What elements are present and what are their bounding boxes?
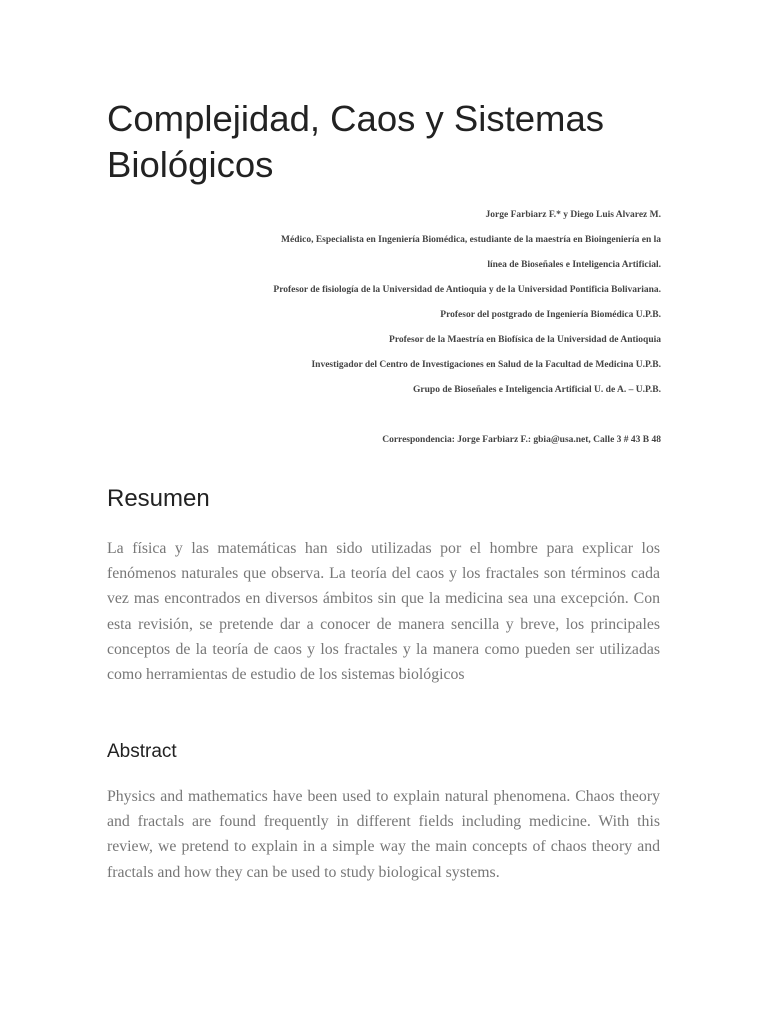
- affiliation-line: línea de Bioseñales e Inteligencia Artificial.: [487, 260, 661, 270]
- affiliation-line: Médico, Especialista en Ingeniería Biomédica, estudiante de la maestría en Bioingeniería en la: [281, 235, 661, 245]
- abstract-paragraph: Physics and mathematics have been used to explain natural phenomena. Chaos theory and fractals are found frequently in different fields including medicine. With this review, we pretend to explain in a simple way the main concepts of chaos theory and fractals and how they can be used to study biological systems.: [107, 788, 660, 881]
- affiliation-line: Profesor del postgrado de Ingeniería Biomédica U.P.B.: [440, 310, 661, 320]
- affiliation-line: Profesor de la Maestría en Biofísica de la Universidad de Antioquia: [389, 335, 661, 345]
- authors-line: Jorge Farbiarz F.* y Diego Luis Alvarez M.: [485, 210, 661, 220]
- document-title: [107, 96, 687, 188]
- affiliation-line: Investigador del Centro de Investigaciones en Salud de la Facultad de Medicina U.P.B.: [311, 360, 661, 370]
- resumen-heading: Resumen: [107, 485, 210, 512]
- affiliation-line: Profesor de fisiología de la Universidad de Antioquia y de la Universidad Pontificia Bolivariana.: [273, 285, 661, 295]
- resumen-paragraph: La física y las matemáticas han sido utilizadas por el hombre para explicar los fenómenos naturales que observa. La teoría del caos y los fractales son términos cada vez mas encontrados en diversos ámbitos sin que la medicina sea una excepción. Con esta revisión, se pretende dar a conocer de manera sencilla y breve, los principales conceptos de la teoría de caos y los fractales y la manera como pueden ser utilizadas como herramientas de estudio de los sistemas biológicos: [107, 540, 660, 684]
- title-line-1: Complejidad, Caos y Sistemas: [107, 98, 605, 139]
- title-line-2: Biológicos: [107, 144, 274, 185]
- affiliation-line: Grupo de Bioseñales e Inteligencia Artificial U. de A. – U.P.B.: [413, 385, 661, 395]
- abstract-heading: Abstract: [107, 741, 177, 762]
- correspondence-line: Correspondencia: Jorge Farbiarz F.: gbia@usa.net, Calle 3 # 43 B 48: [382, 435, 661, 445]
